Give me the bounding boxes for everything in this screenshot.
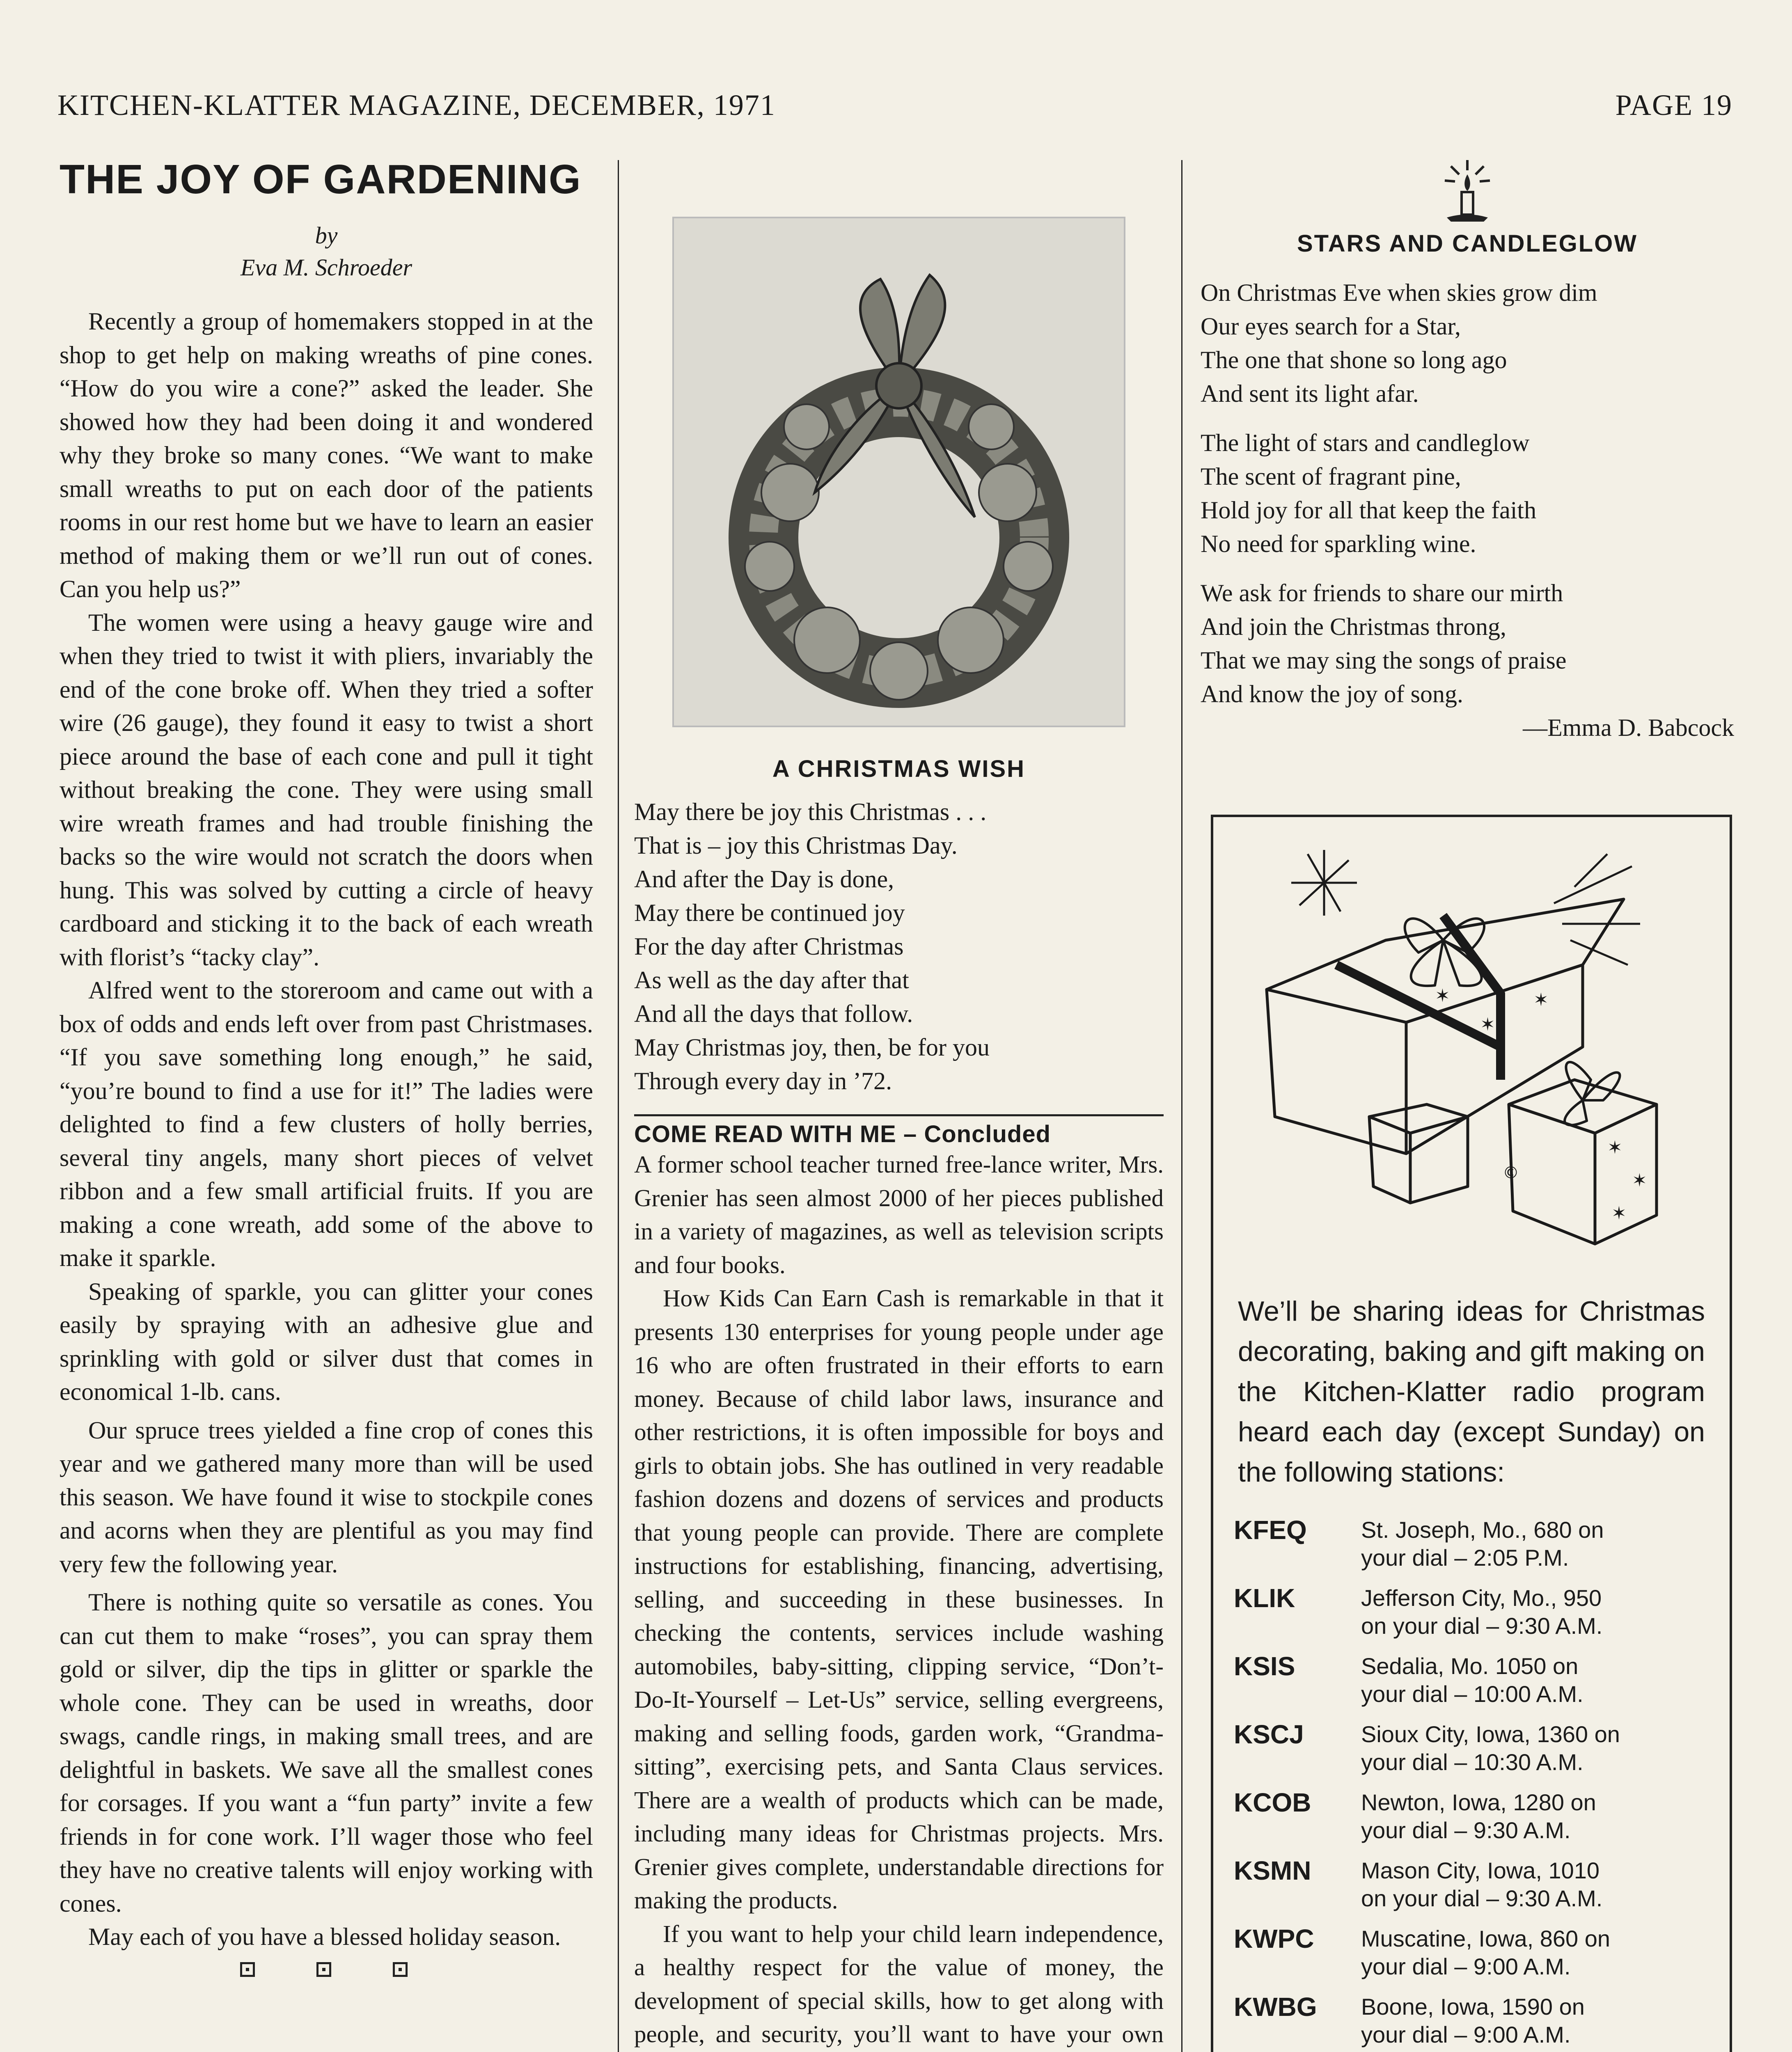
station-call: KCOB (1234, 1788, 1311, 1817)
end-ornaments (60, 1962, 593, 1977)
gardening-article (60, 156, 593, 2052)
article-body (60, 305, 593, 1954)
station-line: Boone, Iowa, 1590 on (1361, 1994, 1585, 2020)
station-details (1361, 1925, 1713, 1993)
come-read-title: COME READ WITH ME – Concluded (634, 1121, 1051, 1147)
station-call: KSIS (1234, 1651, 1295, 1681)
wreath-photo (634, 156, 1164, 747)
station-list (1213, 1516, 1730, 2052)
station-time: your dial – 9:00 A.M. (1361, 2022, 1571, 2047)
wreath-illustration (634, 156, 1164, 747)
poem-line: And all the days that follow. (634, 1000, 913, 1027)
end-square-icon (393, 1962, 408, 1977)
station-line: Sedalia, Mo. 1050 on (1361, 1653, 1579, 1679)
svg-text:✶: ✶ (1611, 1203, 1627, 1224)
paragraph: A former school teacher turned free-lance writer, Mrs. Grenier has seen almost 2000 of her pieces published in a variety of magazines, as well as television scripts and four books. (634, 1151, 1164, 1278)
svg-text:✶: ✶ (1480, 1014, 1495, 1035)
byline (60, 220, 593, 284)
poem-line: May Christmas joy, then, be for you (634, 1034, 990, 1061)
station-time: your dial – 10:00 A.M. (1361, 1681, 1583, 1707)
paragraph: How Kids Can Earn Cash is remarkable in that it presents 130 enterprises for young people under age 16 who are often frustrated in their efforts to earn money. Because of child labor laws, insurance and other restrictions, it is often impossible for boys and girls to obtain jobs. She has outlined in very readable fashion dozens and dozens of services and products that young people can provide. There are complete instructions for establishing, financing, advertising, selling, and succeeding in these businesses. In checking the contents, services include washing automobiles, baby-sitting, clipping service, “Don’t-Do-It-Yourself – Let-Us” service, selling evergreens, making and selling foods, garden work, “Grandma-sitting”, exercising pets, and Santa Claus services. There are a wealth of products which can be made, including many ideas for Christmas projects. Mrs. Grenier gives complete, understandable directions for making the products. (634, 1285, 1164, 1914)
station-line: St. Joseph, Mo., 680 on (1361, 1517, 1604, 1543)
station-call: KWPC (1234, 1924, 1314, 1954)
poem-line: The scent of fragrant pine, (1201, 463, 1461, 490)
paragraph: The women were using a heavy gauge wire and when they tried to twist it with pliers, invariably the end of the cone broke off. When they tried a softer wire (26 gauge), they found it easy to twist a short piece around the base of each cone and pull it tight without breaking the cone. They were using small wire wreath frames and had trouble finishing the backs so the wire would not scratch the doors when hung. This was solved by cutting a circle of heavy cardboard and sticking it to the back of each wreath with florist’s “tacky clay”. (60, 609, 593, 971)
paragraph: May each of you have a blessed holiday season. (88, 1923, 561, 1950)
come-read-body (634, 1148, 1164, 2052)
poem-line: The one that shone so long ago (1201, 346, 1507, 373)
station-line: Newton, Iowa, 1280 on (1361, 1789, 1596, 1815)
poem-line: And know the joy of song. (1201, 680, 1463, 708)
candle-icon (1435, 156, 1500, 226)
stanza (1201, 576, 1734, 711)
paragraph: Speaking of sparkle, you can glitter your cones easily by spraying with an adhesive glue and sprinkling with gold or silver dust that comes in economical 1-lb. cans. (60, 1278, 593, 1405)
stanza (1201, 276, 1734, 410)
station-row (1234, 1925, 1713, 1993)
station-details (1361, 1720, 1713, 1789)
svg-text:✶: ✶ (1435, 985, 1450, 1006)
poem-line: And after the Day is done, (634, 866, 894, 893)
station-call: KSMN (1234, 1856, 1311, 1885)
poem-line: We ask for friends to share our mirth (1201, 579, 1563, 607)
column-divider (1181, 160, 1182, 2052)
station-row (1234, 1993, 1713, 2052)
poem-line: For the day after Christmas (634, 933, 904, 960)
poem-line: And join the Christmas throng, (1201, 613, 1506, 640)
page-number: PAGE 19 (1615, 89, 1732, 121)
station-details (1361, 1652, 1713, 1720)
copyright-mark: © (1503, 1163, 1519, 1182)
station-line: Sioux City, Iowa, 1360 on (1361, 1721, 1620, 1747)
svg-text:✶: ✶ (1533, 989, 1549, 1010)
station-time: on your dial – 9:30 A.M. (1361, 1613, 1603, 1639)
gift-boxes-illustration (1213, 817, 1730, 1281)
end-square-icon (240, 1962, 255, 1977)
station-row (1234, 1584, 1713, 1652)
station-details (1361, 1584, 1713, 1652)
radio-intro: We’ll be sharing ideas for Christmas decorating, baking and gift making on the Kitchen-Klatter radio program heard each day (except Sunday) on the following stations: (1238, 1296, 1705, 1488)
station-row (1234, 1516, 1713, 1584)
end-square-icon (316, 1962, 331, 1977)
station-call: KLIK (1234, 1583, 1295, 1613)
poem-line: May there be joy this Christmas . . . (634, 798, 987, 825)
station-row (1234, 1789, 1713, 1857)
station-call: KSCJ (1234, 1720, 1304, 1749)
middle-column (634, 156, 1164, 2052)
poem-line: Through every day in ’72. (634, 1067, 892, 1095)
radio-promo-box (1211, 815, 1732, 2052)
masthead: KITCHEN-KLATTER MAGAZINE, DECEMBER, 1971 (57, 89, 776, 121)
station-row (1234, 1857, 1713, 1925)
poem-line: And sent its light afar. (1201, 380, 1419, 407)
svg-text:✶: ✶ (1607, 1137, 1622, 1158)
poem-line: That is – joy this Christmas Day. (634, 832, 958, 859)
station-time: on your dial – 9:30 A.M. (1361, 1885, 1603, 1911)
paragraph: Our spruce trees yielded a fine crop of cones this year and we gathered many more than will be used this season. We have found it wise to stockpile cones and acorns when they are plentiful as you may find very few the following year. (60, 1416, 593, 1578)
station-line: Jefferson City, Mo., 950 (1361, 1585, 1602, 1611)
station-details (1361, 1993, 1713, 2052)
station-line: Mason City, Iowa, 1010 (1361, 1857, 1600, 1883)
poem-line: The light of stars and candleglow (1201, 429, 1530, 456)
byline-by: by (315, 222, 338, 249)
paragraph: Alfred went to the storeroom and came out with a box of odds and ends left over from past Christmases. “If you save something long enough,” he said, “you’re bound to find a use for it!” The ladies were delighted to find a few clusters of holly berries, several tiny angels, many short pieces of velvet ribbon and a few small artificial fruits. If you are making a cone wreath, add some of the above to make it sparkle. (60, 977, 593, 1271)
station-call: KWBG (1234, 1992, 1317, 2022)
station-details (1361, 1789, 1713, 1857)
station-time: your dial – 9:00 A.M. (1361, 1954, 1571, 1979)
svg-text:✶: ✶ (1632, 1170, 1647, 1191)
paragraph: If you want to help your child learn independence, a healthy respect for the value of money, the development of special skills, how to get along with people, and security, you’ll want to have your own (634, 1920, 1164, 2047)
station-call: KFEQ (1234, 1515, 1307, 1545)
station-time: your dial – 10:30 A.M. (1361, 1749, 1583, 1775)
station-details (1361, 1857, 1713, 1925)
article-title: THE JOY OF GARDENING (60, 156, 582, 202)
poem-line: That we may sing the songs of praise (1201, 647, 1567, 674)
stars-title: STARS AND CANDLEGLOW (1297, 230, 1638, 257)
stars-author: —Emma D. Babcock (1523, 714, 1734, 741)
poem-line: As well as the day after that (634, 966, 909, 994)
poem-line: On Christmas Eve when skies grow dim (1201, 279, 1597, 306)
station-row (1234, 1720, 1713, 1789)
poem-line: Hold joy for all that keep the faith (1201, 497, 1537, 524)
stanza (1201, 426, 1734, 561)
poem-line: No need for sparkling wine. (1201, 530, 1476, 557)
station-time: your dial – 2:05 P.M. (1361, 1545, 1569, 1571)
station-time: your dial – 9:30 A.M. (1361, 1817, 1571, 1843)
paragraph: There is nothing quite so versatile as cones. You can cut them to make “roses”, you can spray them gold or silver, dip the tips in glitter or sparkle the whole cone. They can be used in wreaths, door swags, candle rings, in making small trees, and are delightful in baskets. We save all the smallest cones for corsages. If you want a “fun party” invite a few friends in for cone work. I’ll wager those who feel they have no creative talents will enjoy working with cones. (60, 1589, 593, 1917)
christmas-wish-title: A CHRISTMAS WISH (772, 756, 1026, 782)
station-details (1361, 1516, 1713, 1584)
christmas-wish-poem (634, 795, 1164, 1098)
column-divider (618, 160, 619, 2052)
poem-line: Our eyes search for a Star, (1201, 313, 1461, 340)
station-line: Muscatine, Iowa, 860 on (1361, 1926, 1611, 1951)
station-row (1234, 1652, 1713, 1720)
poem-line: May there be continued joy (634, 899, 905, 926)
paragraph: Recently a group of homemakers stopped in at the shop to get help on making wreaths of pine cones. “How do you wire a cone?” asked the leader. She showed how they had been doing it and wondered why they broke so many cones. “We want to make small wreaths to put on each door of the patients rooms in our rest home but we have to learn an easier method of making them or we’ll run out of cones. Can you help us?” (60, 308, 593, 602)
byline-author: Eva M. Schroeder (240, 254, 412, 281)
stars-poem (1201, 276, 1734, 711)
